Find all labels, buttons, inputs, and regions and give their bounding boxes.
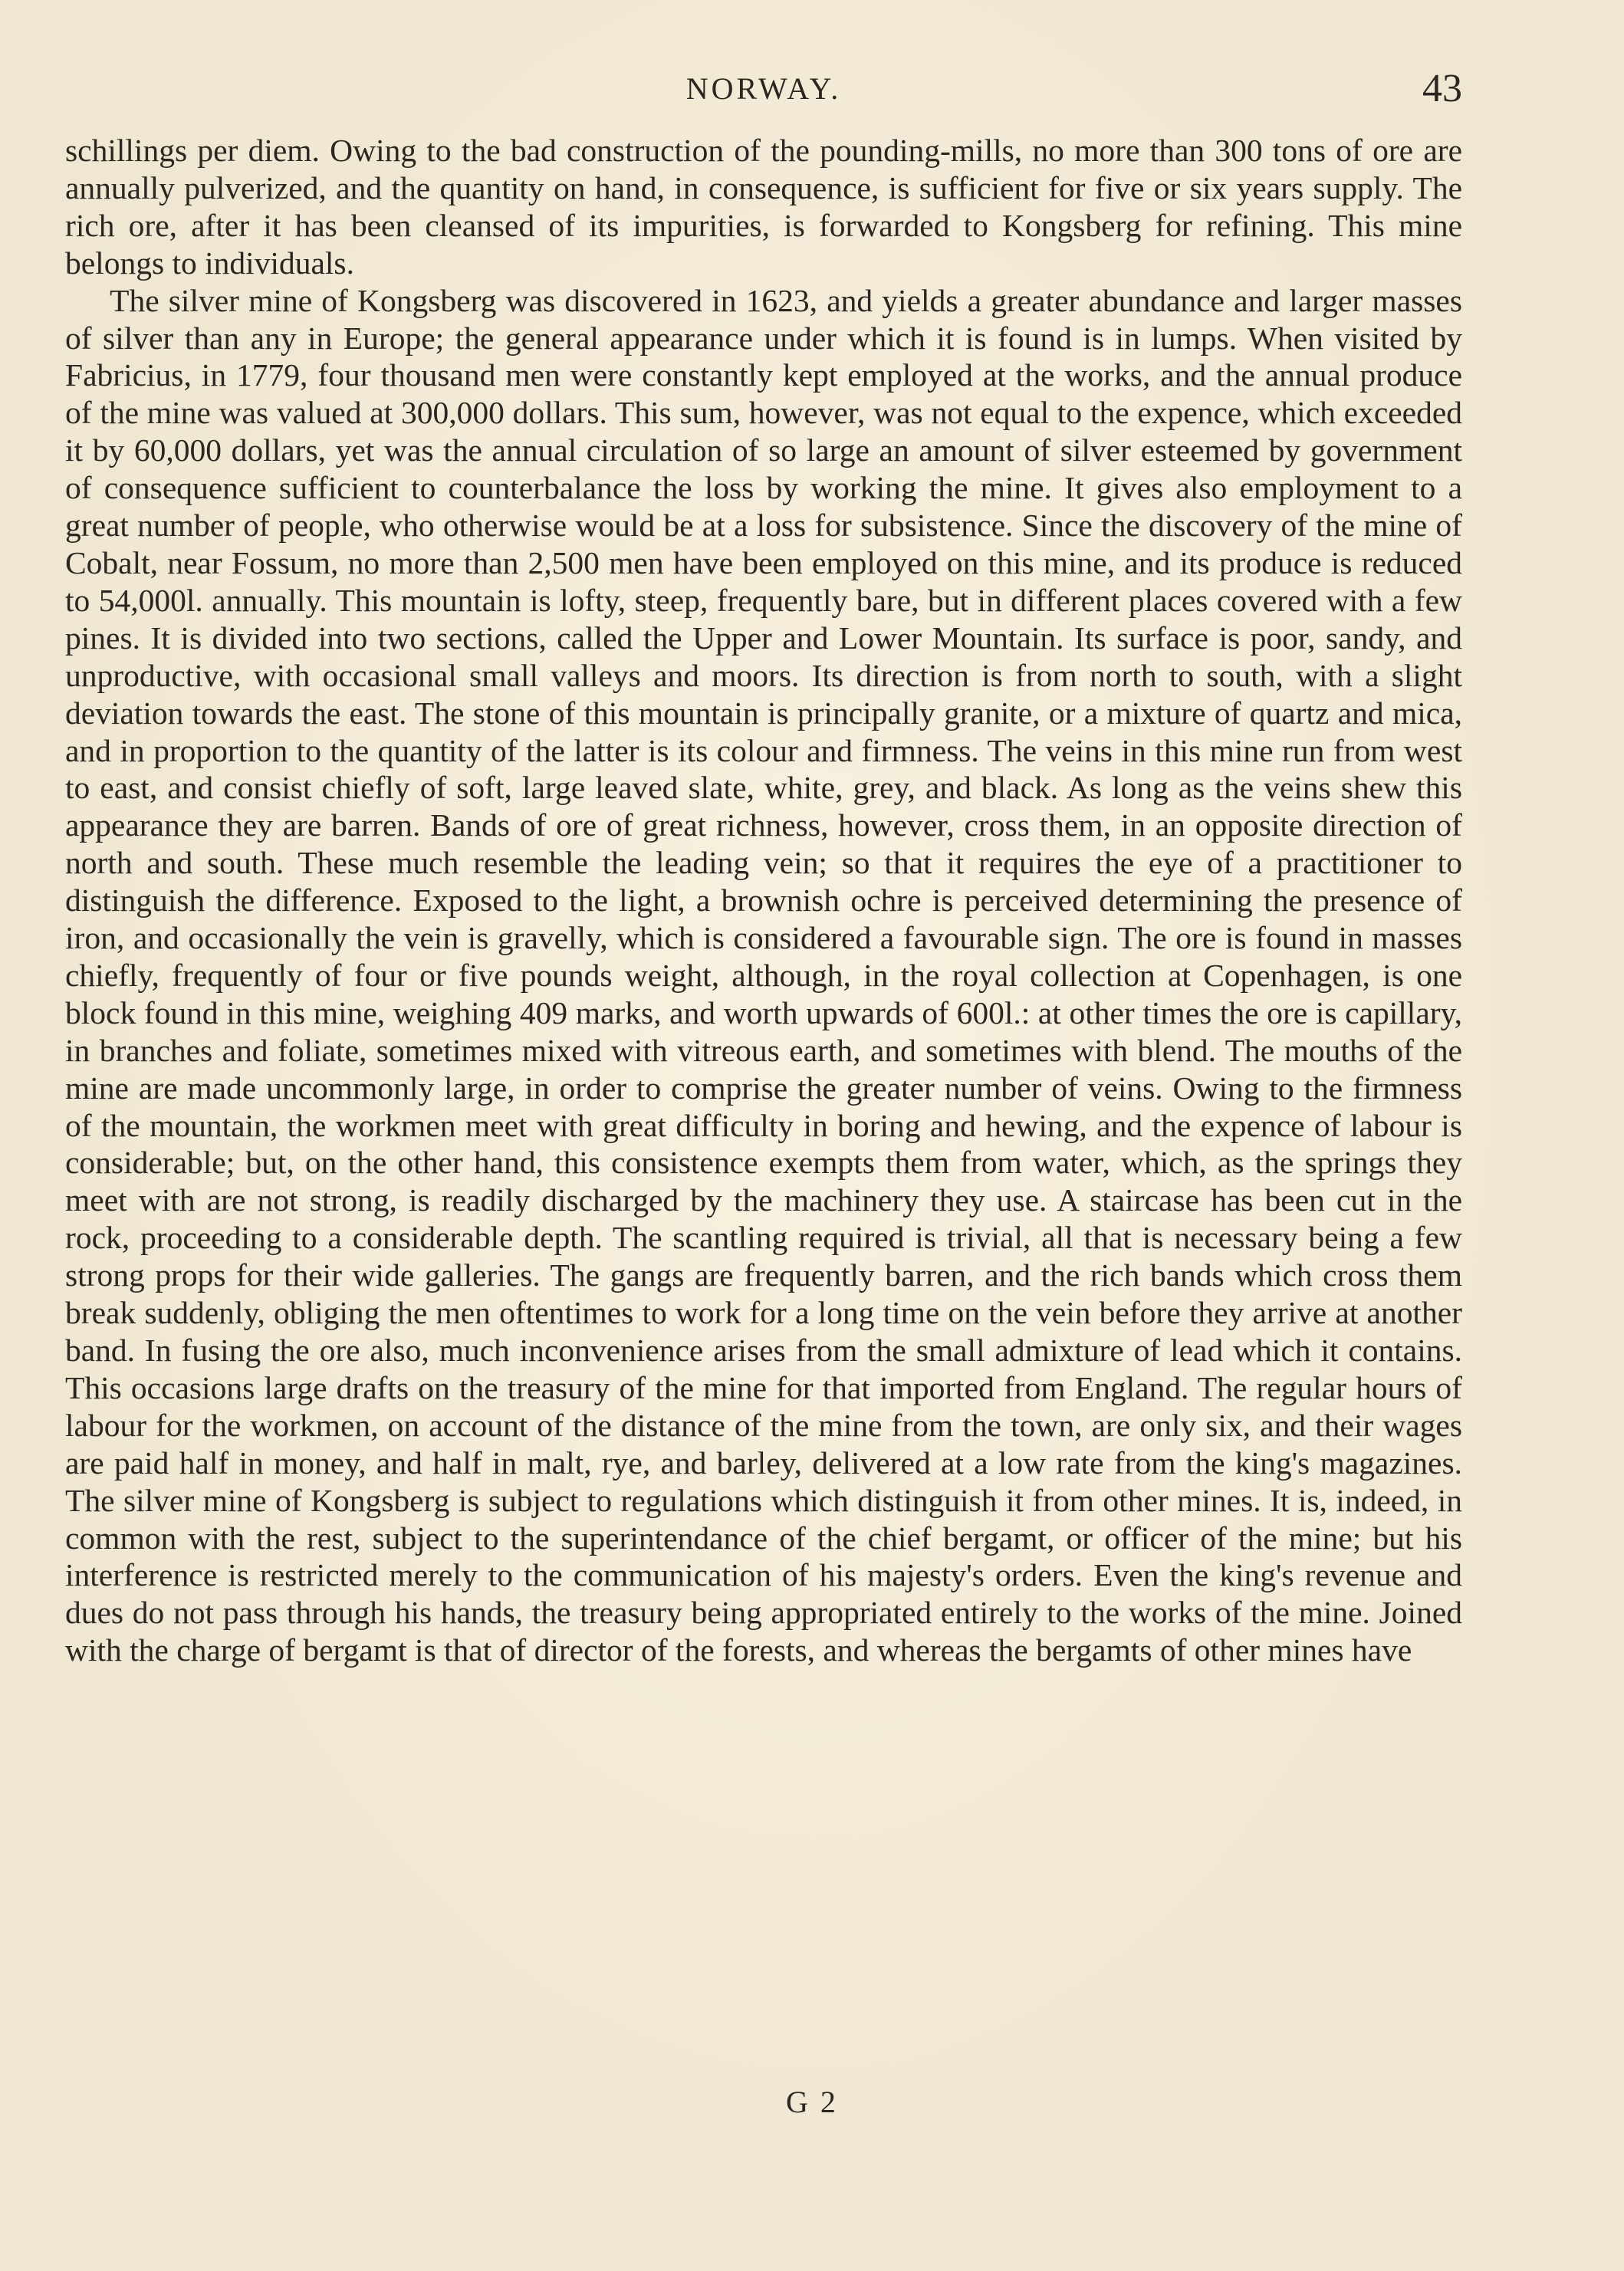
signature-mark: G 2	[786, 2085, 838, 2119]
paragraph-kongsberg-silver-mine: The silver mine of Kongsberg was discovered in 1623, and yields a greater abundance and larger masses of silver than any in Europe; the general appearance under which it is found is in lumps. When visited by Fabricius, in 1779, four thousand men were constantly kept employed at the works, and the annual produce of the mine was valued at 300,000 dollars. This sum, however, was not equal to the expence, which exceeded it by 60,000 dollars, yet was the annual circulation of so large an amount of silver esteemed by government of consequence sufficient to counterbalance the loss by working the mine. It gives also employment to a great number of people, who otherwise would be at a loss for subsistence. Since the discovery of the mine of Cobalt, near Fossum, no more than 2,500 men have been employed on this mine, and its produce is reduced to 54,000l. annually. This mountain is lofty, steep, frequently bare, but in different places covered with a few pines. It is divided into two sections, called the Upper and Lower Mountain. Its surface is poor, sandy, and unproductive, with occasional small valleys and moors. Its direction is from north to south, with a slight deviation towards the east. The stone of this mountain is principally granite, or a mixture of quartz and mica, and in proportion to the quantity of the latter is its colour and firmness. The veins in this mine run from west to east, and consist chiefly of soft, large leaved slate, white, grey, and black. As long as the veins shew this appearance they are barren. Bands of ore of great richness, however, cross them, in an opposite direction of north and south. These much resemble the leading vein; so that it requires the eye of a practitioner to distinguish the difference. Exposed to the light, a brownish ochre is perceived determining the presence of iron, and occasionally the vein is gravelly, which is considered a favourable sign. The ore is found in masses chiefly, frequently of four or five pounds weight, although, in the royal collection at Copenhagen, is one block found in this mine, weighing 409 marks, and worth upwards of 600l.: at other times the ore is capillary, in branches and foliate, sometimes mixed with vitreous earth, and sometimes with blend. The mouths of the mine are made uncommonly large, in order to comprise the greater number of veins. Owing to the firmness of the mountain, the workmen meet with great difficulty in boring and hewing, and the expence of labour is considerable; but, on the other hand, this consistence exempts them from water, which, as the springs they meet with are not strong, is readily discharged by the machinery they use. A staircase has been cut in the rock, proceeding to a considerable depth. The scantling required is trivial, all that is necessary being a few strong props for their wide galleries. The gangs are frequently barren, and the rich bands which cross them break suddenly, obliging the men oftentimes to work for a long time on the vein before they arrive at another band. In fusing the ore also, much inconvenience arises from the small admixture of lead which it contains. This occasions large drafts on the treasury of the mine for that imported from England. The regular hours of labour for the workmen, on account of the distance of the mine from the town, are only six, and their wages are paid half in money, and half in malt, rye, and barley, delivered at a low rate from the king's magazines. The silver mine of Kongsberg is subject to regulations which distinguish it from other mines. It is, indeed, in common with the rest, subject to the superintendance of the chief bergamt, or officer of the mine; but his interference is restricted merely to the communication of his majesty's orders. Even the king's revenue and dues do not pass through his hands, the treasury being appropriated entirely to the works of the mine. Joined with the charge of bergamt is that of director of the forests, and whereas the bergamts of other mines have	[65, 282, 1462, 1668]
paragraph-continued: schillings per diem. Owing to the bad construction of the pounding-mills, no more than 300 tons of ore are annually pulverized, and the quantity on hand, in consequence, is sufficient for five or six years supply. The rich ore, after it has been cleansed of its impurities, is forwarded to Kongsberg for refining. This mine belongs to individuals.	[65, 133, 1462, 281]
page-number: 43	[1422, 67, 1462, 110]
running-title: NORWAY.	[685, 71, 842, 106]
page-header	[65, 67, 1462, 117]
body-text	[65, 132, 1462, 1669]
